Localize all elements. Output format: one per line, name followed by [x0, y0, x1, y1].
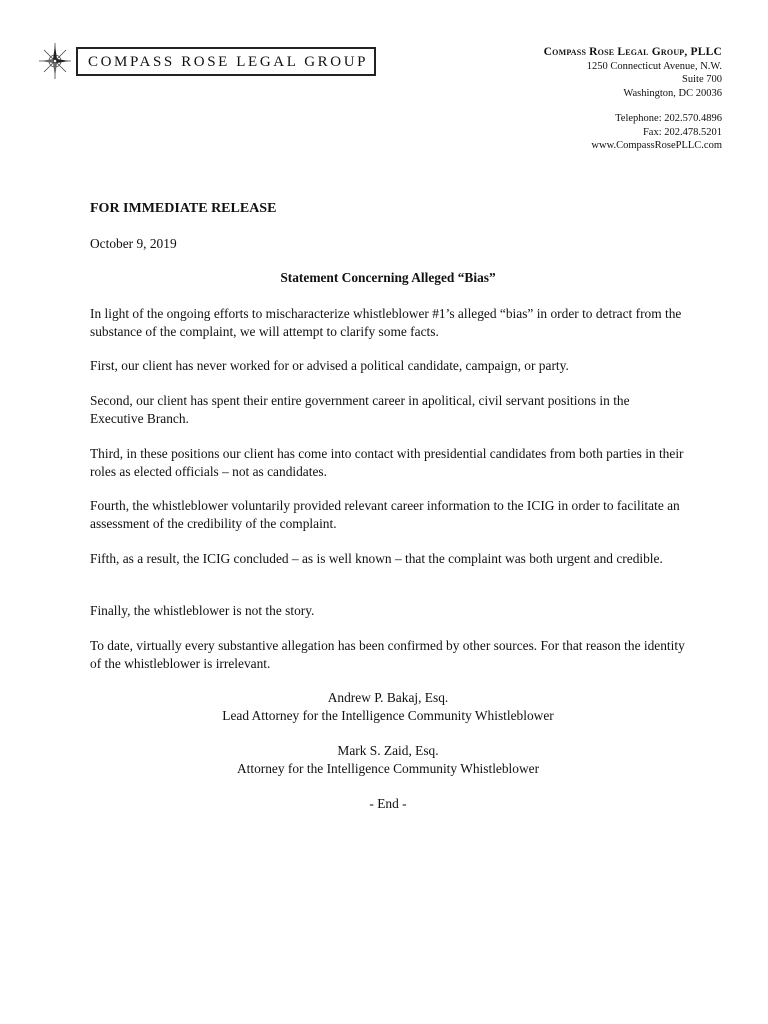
paragraph: Fourth, the whistleblower voluntarily provided relevant career information to the ICIG in order to facilitate an assessment of the credibility of the complaint.: [90, 498, 680, 531]
statement-title: Statement Concerning Alleged “Bias”: [280, 270, 496, 285]
end-marker: - End -: [369, 796, 407, 811]
paragraph: Second, our client has spent their entire government career in apolitical, civil servant positions in the Executive Branch.: [90, 393, 630, 426]
address-line-1: 1250 Connecticut Avenue, N.W.: [586, 60, 722, 72]
firm-address-block: [544, 46, 722, 153]
address-line-2: Suite 700: [682, 74, 722, 85]
signatory-role: Lead Attorney for the Intelligence Community Whistleblower: [222, 707, 554, 723]
logo-wordmark: COMPASS ROSE LEGAL GROUP: [76, 47, 376, 76]
paragraph: Finally, the whistleblower is not the story.: [90, 603, 315, 618]
paragraph: Third, in these positions our client has come into contact with presidential candidates from both parties in their roles as elected officials – not as candidates.: [90, 446, 684, 479]
paragraph: Fifth, as a result, the ICIG concluded – as is well known – that the complaint was both urgent and credible.: [90, 551, 663, 566]
signatory-role: Attorney for the Intelligence Community Whistleblower: [236, 760, 540, 776]
firm-name: Compass Rose Legal Group, PLLC: [543, 46, 722, 58]
signatory-name: Mark S. Zaid, Esq.: [337, 743, 439, 758]
release-label: FOR IMMEDIATE RELEASE: [90, 201, 277, 216]
signatory-name: Andrew P. Bakaj, Esq.: [327, 690, 449, 705]
fax: Fax: 202.478.5201: [642, 126, 722, 138]
compass-rose-icon: [38, 42, 72, 80]
paragraph: In light of the ongoing efforts to mischaracterize whistleblower #1’s alleged “bias” in order to detract from the substance of the complaint, we will attempt to clarify some facts.: [90, 306, 682, 339]
telephone: Telephone: 202.570.4896: [615, 113, 722, 124]
signature-block: [90, 742, 686, 777]
website-link[interactable]: www.CompassRosePLLC.com: [591, 140, 722, 151]
address-line-3: Washington, DC 20036: [623, 87, 722, 99]
paragraph: To date, virtually every substantive allegation has been confirmed by other sources. For that reason the identity of the whistleblower is irrelevant.: [90, 638, 685, 671]
paragraph: First, our client has never worked for or advised a political candidate, campaign, or party.: [90, 358, 569, 373]
firm-logo: [38, 42, 376, 80]
signature-block: [90, 689, 686, 724]
release-date: October 9, 2019: [90, 236, 177, 251]
